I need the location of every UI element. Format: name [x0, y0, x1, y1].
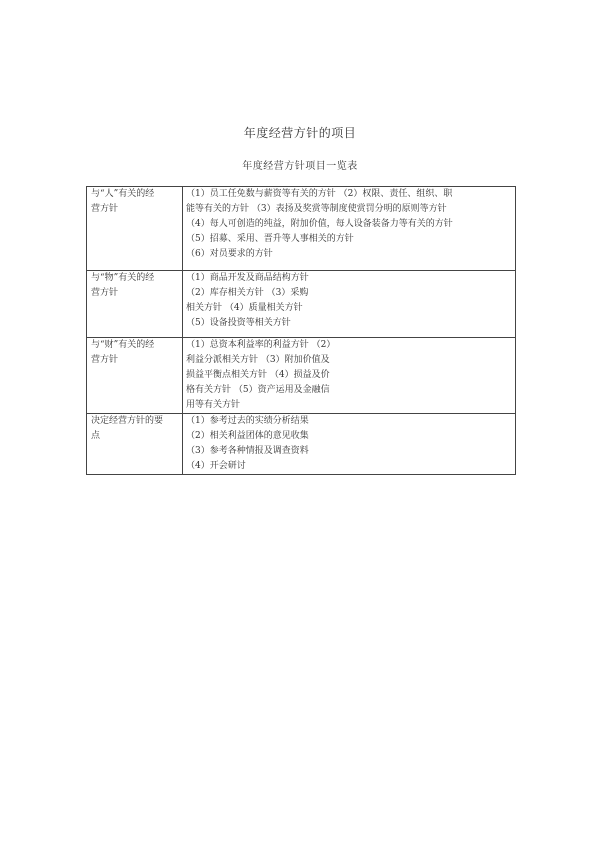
row-content-people: [183, 187, 516, 271]
row-label-people: [87, 187, 183, 271]
content-line: （6）对员要求的方针: [186, 249, 273, 259]
table-row: [87, 414, 516, 475]
content-line: 能等有关的方针 （3）表扬及奖赏等制度使赏罚分明的原则等方针: [186, 204, 447, 214]
label-line: 营方针: [91, 355, 119, 365]
content-line: （5）招募、采用、晋升等人事相关的方针: [186, 234, 354, 244]
content-line: 利益分派相关方针 （3）附加价值及: [186, 355, 330, 365]
content-line: （4）开会研讨: [186, 461, 246, 471]
label-line: 点: [91, 431, 101, 441]
row-content-finance: [183, 338, 516, 414]
content-line: （1）商品开发及商品结构方针: [186, 273, 309, 283]
table-row: [87, 187, 516, 271]
content-line: 格有关方针 （5）资产运用及金融信: [186, 385, 330, 395]
row-content-goods: [183, 271, 516, 338]
label-line: 与“物”有关的经: [91, 273, 155, 283]
content-line: （1）员工任免数与薪资等有关的方针 （2）权限、责任、组织、职: [186, 189, 453, 199]
table-row: [87, 338, 516, 414]
label-line: 营方针: [91, 288, 119, 298]
content-line: （2）相关利益团体的意见收集: [186, 431, 309, 441]
label-line: 与“人”有关的经: [91, 189, 155, 199]
policy-table: [86, 186, 516, 475]
table-row: [87, 271, 516, 338]
content-line: （2）库存相关方针 （3）采购: [186, 288, 309, 298]
document-title: 年度经营方针的项目: [243, 126, 357, 140]
row-label-key-points: [87, 414, 183, 475]
content-line: （5）设备投资等相关方针: [186, 318, 291, 328]
row-content-key-points: [183, 414, 516, 475]
content-line: 相关方针 （4）质量相关方针: [186, 303, 303, 313]
label-line: 与“财”有关的经: [91, 340, 155, 350]
label-line: 决定经营方针的要: [91, 416, 164, 426]
content-line: 损益平衡点相关方针 （4）损益及价: [186, 370, 330, 380]
content-line: （3）参考各种情报及调查资料: [186, 446, 309, 456]
content-line: （1）参考过去的实绩分析结果: [186, 416, 309, 426]
content-line: （1）总资本利益率的利益方针 （2）: [186, 340, 336, 350]
content-line: 用等有关方针: [186, 400, 241, 410]
row-label-finance: [87, 338, 183, 414]
content-line: （4）每人可创造的纯益，附加价值，每人设备装备力等有关的方针: [186, 219, 453, 229]
table-caption: 年度经营方针项目一览表: [242, 161, 358, 172]
label-line: 营方针: [91, 204, 119, 214]
row-label-goods: [87, 271, 183, 338]
